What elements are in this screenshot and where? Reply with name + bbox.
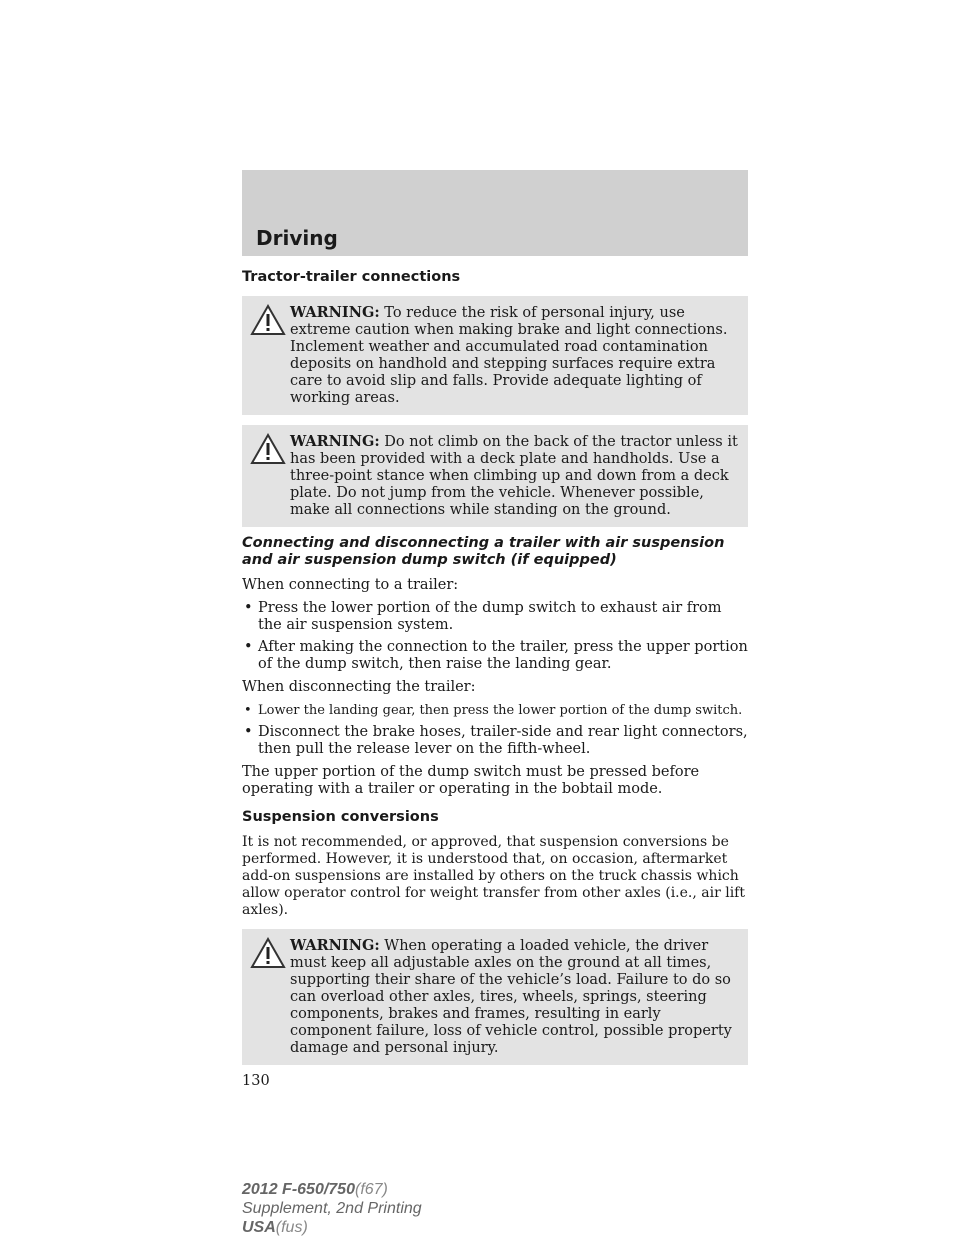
page-header (242, 170, 748, 256)
section-title-suspension-conversions: Suspension conversions (242, 809, 439, 825)
section-title-air-suspension: Connecting and disconnecting a trailer with air suspension and air suspension dump switch (if equipped) (242, 535, 725, 568)
list-item: • Lower the landing gear, then press the lower portion of the dump switch. (242, 702, 748, 719)
list-item: • Press the lower portion of the dump switch to exhaust air from the air suspension system. (242, 600, 748, 634)
footer-printing: Supplement, 2nd Printing (242, 1200, 422, 1217)
connecting-list (242, 600, 748, 673)
warning-label: WARNING: (290, 937, 380, 954)
section-title-tractor-trailer: Tractor-trailer connections (242, 269, 461, 285)
warning-triangle-icon (250, 304, 286, 336)
list-item: • Disconnect the brake hoses, trailer-side and rear light connectors, then pull the release lever on the fifth-wheel. (242, 724, 748, 758)
warning-triangle-icon (250, 937, 286, 969)
connecting-intro: When connecting to a trailer: (242, 577, 459, 593)
suspension-conversions-body: It is not recommended, or approved, that suspension conversions be performed. However, it is understood that, on occasion, aftermarket add-on suspensions are installed by others on the truck chassis which allow operator control for weight transfer from other axles (i.e., air lift axles). (242, 834, 745, 918)
warning-box-2 (242, 425, 748, 527)
page-content (242, 268, 748, 1089)
warning-triangle-icon (250, 433, 286, 465)
chapter-title: Driving (256, 226, 338, 250)
list-item: • After making the connection to the trailer, press the upper portion of the dump switch, then raise the landing gear. (242, 639, 748, 673)
warning-text: Do not climb on the back of the tractor unless it has been provided with a deck plate and handholds. Use a three-point stance when climbing up and down from a deck plate. Do not jump from the vehicle. Whenever possible, make all connections while standing on the ground. (290, 434, 738, 518)
footer-market-code: (fus) (275, 1219, 308, 1236)
print-footer (242, 1180, 422, 1237)
page-number: 130 (242, 1073, 270, 1089)
warning-box-1 (242, 296, 748, 415)
warning-label: WARNING: (290, 304, 380, 321)
dump-switch-note: The upper portion of the dump switch must be pressed before operating with a trailer or operating in the bobtail mode. (242, 764, 700, 797)
disconnecting-intro: When disconnecting the trailer: (242, 679, 476, 695)
warning-box-3 (242, 929, 748, 1065)
footer-market: USA (242, 1219, 276, 1236)
footer-model-code: (f67) (354, 1181, 388, 1198)
warning-text: To reduce the risk of personal injury, use extreme caution when making brake and light connections. Inclement weather and accumulated road contamination deposits on handhold and stepping surfaces require extra care to avoid slip and falls. Provide adequate lighting of working areas. (290, 305, 728, 406)
warning-label: WARNING: (290, 433, 380, 450)
warning-text: When operating a loaded vehicle, the driver must keep all adjustable axles on the ground at all times, supporting their share of the vehicle’s load. Failure to do so can overload other axles, tires, wheels, springs, steering components, brakes and frames, resulting in early component failure, loss of vehicle control, possible property damage and personal injury. (290, 938, 732, 1056)
disconnecting-list (242, 702, 748, 758)
footer-model: 2012 F-650/750 (242, 1181, 355, 1198)
